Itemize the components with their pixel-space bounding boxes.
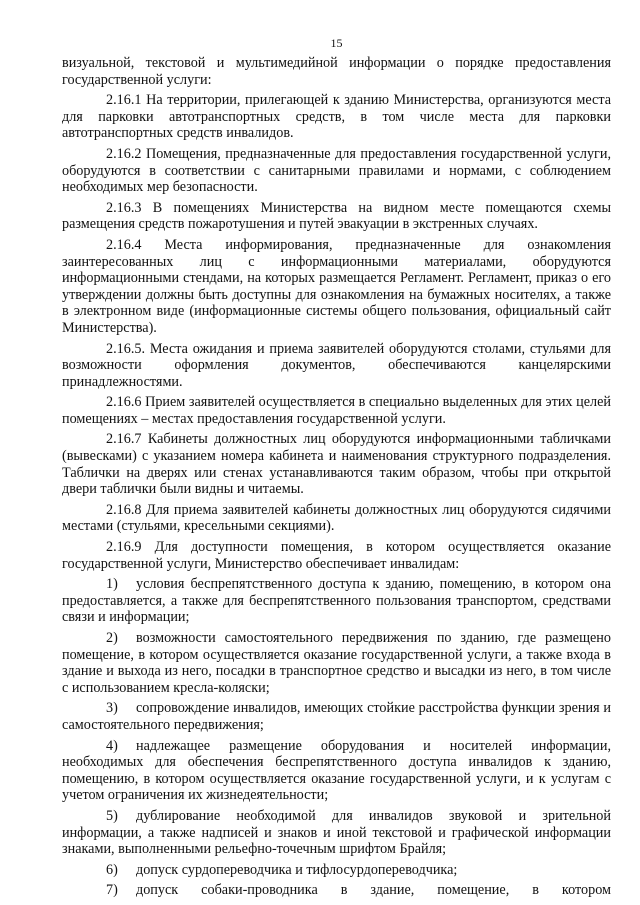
paragraph-2-16-8: 2.16.8 Для приема заявителей кабинеты должностных лиц оборудуются сидячими местами (стульями, кресельными секциями). bbox=[62, 501, 611, 535]
page-number: 15 bbox=[330, 36, 343, 50]
list-item-number: 2) bbox=[106, 630, 118, 646]
paragraph-2-16-7: 2.16.7 Кабинеты должностных лиц оборудуются информационными табличками (вывесками) с указанием номера кабинета и наименования структурного подразделения. Таблички на дверях или стенах устанавливаются таким образом, чтобы при открытой двери таблички были видны и читаемы. bbox=[62, 431, 611, 498]
list-item bbox=[62, 630, 611, 696]
paragraph-2-16-4: 2.16.4 Места информирования, предназначенные для ознакомления заинтересованных лиц с информационными материалами, оборудуются информационными стендами, на которых размещается Регламент. Регламент, приказ о его утверждении должны быть доступны для ознакомления на бумажных носителях, а также в электронном виде (информационные системы общего пользования, официальный сайт Министерства). bbox=[62, 236, 611, 336]
paragraph-2-16-9: 2.16.9 Для доступности помещения, в котором осуществляется оказание государственной услуги, Министерство обеспечивает инвалидам: bbox=[62, 539, 611, 572]
list-item-number: 7) bbox=[106, 882, 118, 899]
list-item-text: условия беспрепятственного доступа к зданию, помещению, в котором она предоставляется, а также для беспрепятственного пользования транспортом, средствами связи и информации; bbox=[62, 576, 611, 626]
list-item-text: возможности самостоятельного передвижения по зданию, где размещено помещение, в котором осуществляется оказание государственной услуги, а также входа в здание и выхода из него, посадки в транспортное средство и высадки из него, в том числе с использованием кресла-коляски; bbox=[62, 630, 611, 696]
list-item-number: 3) bbox=[106, 700, 118, 717]
paragraph-2-16-5: 2.16.5. Места ожидания и приема заявителей оборудуются столами, стульями для возможности оформления документов, обеспечиваются канцелярскими принадлежностями. bbox=[62, 340, 611, 390]
list-item-text: надлежащее размещение оборудования и носителей информации, необходимых для обеспечения беспрепятственного доступа инвалидов к зданию, помещению, в котором осуществляется оказание государственной услуги, и к услугам с учетом ограничения их жизнедеятельности; bbox=[62, 737, 611, 804]
list-item-number: 6) bbox=[106, 861, 118, 878]
list-item bbox=[62, 808, 611, 858]
list-item-number: 1) bbox=[106, 576, 118, 593]
list-item-text: сопровождение инвалидов, имеющих стойкие расстройства функции зрения и самостоятельного передвижения; bbox=[62, 700, 611, 733]
paragraph-2-16-6: 2.16.6 Прием заявителей осуществляется в специально выделенных для этих целей помещениях – местах предоставления государственной услуги. bbox=[62, 394, 611, 427]
paragraph-2-16-3: 2.16.3 В помещениях Министерства на видном месте помещаются схемы размещения средств пожаротушения и путей эвакуации в экстренных случаях. bbox=[62, 199, 611, 233]
list-item-text: допуск собаки-проводника в здание, помещение, в котором bbox=[136, 882, 611, 899]
list-item bbox=[62, 700, 611, 733]
paragraph-2-16-2: 2.16.2 Помещения, предназначенные для предоставления государственной услуги, оборудуются в соответствии с санитарными правилами и нормами, с соблюдением необходимых мер безопасности. bbox=[62, 145, 611, 196]
list-item-number: 5) bbox=[106, 807, 118, 824]
list-item bbox=[62, 882, 611, 899]
list-item-text: допуск сурдопереводчика и тифлосурдопереводчика; bbox=[136, 861, 458, 878]
paragraph-2-16-1: 2.16.1 На территории, прилегающей к зданию Министерства, организуются места для парковки автотранспортных средств, в том числе места для парковки автотранспортных средств инвалидов. bbox=[62, 92, 611, 142]
list-item bbox=[62, 576, 611, 626]
list-item-text: дублирование необходимой для инвалидов звуковой и зрительной информации, а также надписей и знаков и иной текстовой и графической информации знаками, выполненными рельефно-точечным шрифтом Брайля; bbox=[62, 807, 611, 858]
paragraph-continuation: визуальной, текстовой и мультимедийной информации о порядке предоставления государственной услуги: bbox=[62, 55, 611, 88]
list-item-number: 4) bbox=[106, 737, 118, 754]
list-item bbox=[62, 738, 611, 804]
list-item bbox=[62, 862, 611, 879]
